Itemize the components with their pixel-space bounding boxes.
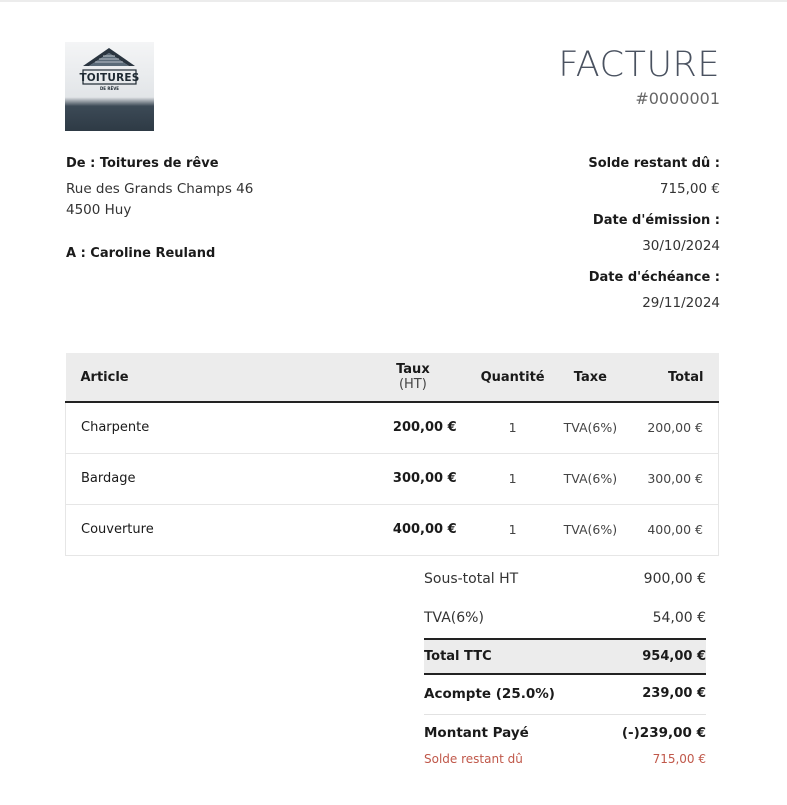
paid-label: Montant Payé [424, 725, 529, 741]
invoice-title: FACTURE [558, 45, 720, 85]
row-article: Bardage [66, 453, 359, 504]
sender-address-line2: 4500 Huy [66, 202, 132, 218]
row-total: 300,00 € [617, 453, 718, 504]
subtotal-value: 900,00 € [643, 571, 706, 587]
issue-date-label: Date d'émission : [592, 213, 720, 228]
top-border [0, 0, 787, 2]
items-table [65, 353, 719, 556]
balance-due-value: 715,00 € [659, 181, 720, 197]
totals-divider [424, 714, 706, 715]
header-total: Total [617, 353, 718, 402]
sender-address-line1: Rue des Grands Champs 46 [66, 181, 254, 197]
row-total: 400,00 € [617, 504, 718, 555]
balance-due-label: Solde restant dû : [588, 156, 720, 171]
recipient-name: A : Caroline Reuland [66, 246, 216, 261]
table-row [66, 402, 719, 453]
row-taux: 400,00 € [392, 522, 457, 537]
header-taux-sub: (HT) [398, 377, 427, 392]
sender-name: De : Toitures de rêve [66, 156, 219, 171]
header-taux-label: Taux [396, 362, 430, 377]
row-article: Couverture [66, 504, 359, 555]
tva-value: 54,00 € [652, 610, 706, 626]
logo-text: TOITURES [79, 72, 140, 84]
subtotal-label: Sous-total HT [424, 571, 519, 587]
row-taxe: TVA(6%) [563, 522, 618, 537]
due-date-value: 29/11/2024 [642, 295, 720, 311]
total-ttc-row [424, 638, 706, 675]
header-article: Article [66, 353, 359, 402]
paid-value: (-)239,00 € [621, 725, 706, 741]
issue-date-value: 30/10/2024 [642, 238, 720, 254]
tva-label: TVA(6%) [424, 610, 484, 626]
deposit-label: Acompte (25.0%) [424, 686, 555, 702]
table-header-row [66, 353, 719, 402]
balance-label: Solde restant dû [424, 752, 523, 766]
row-taxe: TVA(6%) [563, 420, 618, 436]
row-quantite: 1 [508, 420, 517, 436]
row-quantite: 1 [508, 471, 517, 486]
deposit-value: 239,00 € [642, 686, 706, 701]
total-ttc-label: Total TTC [424, 649, 492, 664]
header-taux [358, 353, 462, 402]
logo-subtext: DE RÊVE [99, 86, 120, 91]
row-taxe: TVA(6%) [563, 471, 618, 486]
row-taux: 200,00 € [392, 420, 457, 436]
balance-value: 715,00 € [652, 752, 706, 766]
header-taxe: Taxe [564, 353, 618, 402]
due-date-label: Date d'échéance : [588, 270, 720, 285]
header-quantite: Quantité [462, 353, 564, 402]
invoice-number: #0000001 [635, 89, 720, 108]
row-taux: 300,00 € [392, 471, 457, 486]
row-quantite: 1 [508, 522, 517, 537]
total-ttc-value: 954,00 € [642, 649, 706, 664]
table-row [66, 453, 719, 504]
company-logo [65, 42, 154, 131]
row-total: 200,00 € [617, 402, 718, 453]
table-row [66, 504, 719, 555]
row-article: Charpente [66, 402, 359, 453]
